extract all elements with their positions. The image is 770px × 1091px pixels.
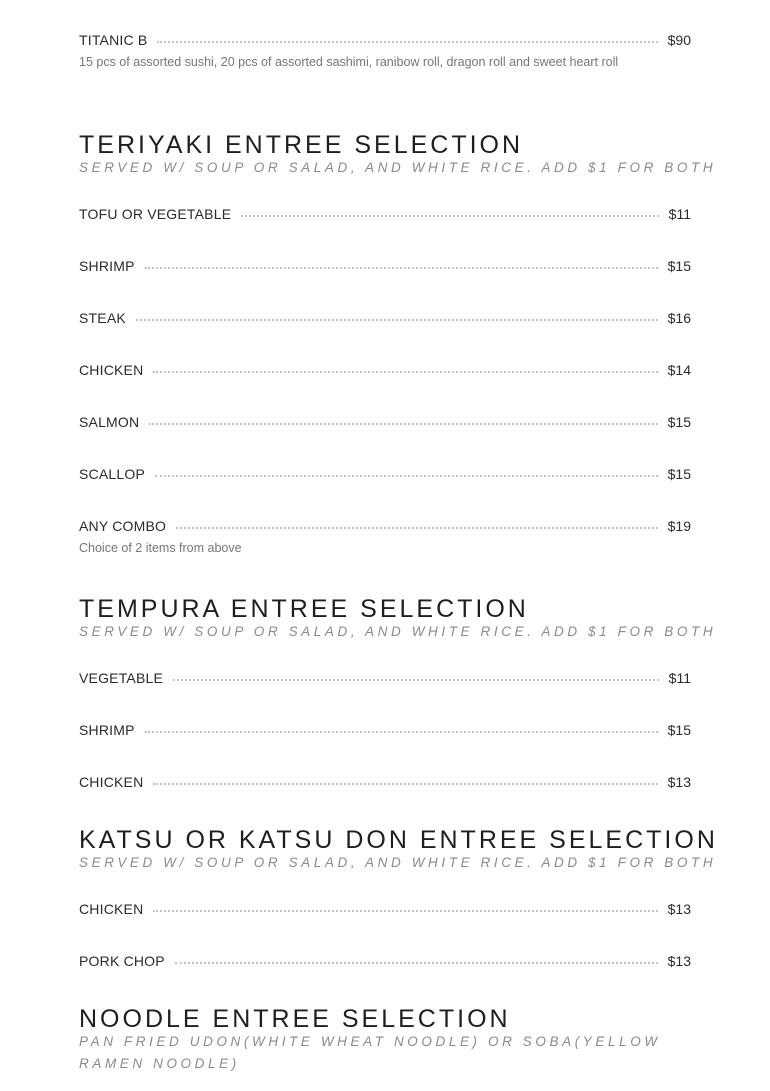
item-name: STEAK bbox=[79, 310, 126, 326]
item-price: $11 bbox=[668, 206, 691, 222]
item-name: SALMON bbox=[79, 414, 140, 430]
section-noodle bbox=[79, 1004, 679, 1075]
dot-leader bbox=[149, 423, 657, 425]
item-name: SCALLOP bbox=[79, 466, 145, 482]
dot-leader bbox=[157, 41, 657, 43]
item-description: 15 pcs of assorted sushi, 20 pcs of assorted sashimi, ranibow roll, dragon roll and sweet heart roll bbox=[79, 55, 619, 69]
dot-leader bbox=[153, 910, 657, 912]
menu-item-titanic-b bbox=[79, 30, 691, 73]
menu-item bbox=[79, 204, 691, 224]
section-subtitle: SERVED W/ SOUP OR SALAD, AND WHITE RICE. ADD $1 FOR BOTH bbox=[79, 855, 717, 870]
menu-item bbox=[79, 516, 691, 559]
dot-leader bbox=[153, 371, 657, 373]
item-name: SHRIMP bbox=[79, 722, 135, 738]
section-tempura bbox=[79, 594, 719, 643]
item-price: $14 bbox=[667, 362, 691, 378]
item-price: $15 bbox=[667, 258, 691, 274]
item-name: CHICKEN bbox=[79, 362, 144, 378]
item-price: $11 bbox=[668, 670, 691, 686]
section-subtitle: SERVED W/ SOUP OR SALAD, AND WHITE RICE. ADD $1 FOR BOTH bbox=[79, 160, 717, 175]
menu-item bbox=[79, 256, 691, 276]
item-price: $15 bbox=[667, 466, 691, 482]
section-subtitle: PAN FRIED UDON(WHITE WHEAT NOODLE) OR SOBA(YELLOW RAMEN NOODLE) bbox=[79, 1034, 661, 1071]
item-name: PORK CHOP bbox=[79, 953, 165, 969]
dot-leader bbox=[145, 267, 658, 269]
section-title: NOODLE ENTREE SELECTION bbox=[79, 1005, 511, 1033]
item-name: SHRIMP bbox=[79, 258, 135, 274]
item-price: $13 bbox=[667, 953, 691, 969]
dot-leader bbox=[153, 783, 657, 785]
section-teriyaki bbox=[79, 130, 719, 179]
item-name: VEGETABLE bbox=[79, 670, 164, 686]
menu-item bbox=[79, 412, 691, 432]
dot-leader bbox=[241, 215, 658, 217]
item-price: $90 bbox=[667, 32, 691, 48]
section-title: TEMPURA ENTREE SELECTION bbox=[79, 595, 529, 623]
item-name: TITANIC B bbox=[79, 32, 148, 48]
dot-leader bbox=[176, 527, 658, 529]
item-price: $16 bbox=[667, 310, 691, 326]
item-price: $15 bbox=[667, 414, 691, 430]
item-price: $13 bbox=[667, 901, 691, 917]
menu-item bbox=[79, 899, 691, 919]
item-name: TOFU OR VEGETABLE bbox=[79, 206, 232, 222]
dot-leader bbox=[175, 962, 658, 964]
item-name: CHICKEN bbox=[79, 774, 144, 790]
dot-leader bbox=[136, 319, 658, 321]
item-name: CHICKEN bbox=[79, 901, 144, 917]
menu-item bbox=[79, 308, 691, 328]
item-name: ANY COMBO bbox=[79, 518, 167, 534]
menu-item bbox=[79, 668, 691, 688]
item-description: Choice of 2 items from above bbox=[79, 541, 242, 555]
dot-leader bbox=[173, 679, 659, 681]
dot-leader bbox=[155, 475, 658, 477]
menu-item bbox=[79, 951, 691, 971]
section-title: TERIYAKI ENTREE SELECTION bbox=[79, 131, 524, 159]
section-title: KATSU OR KATSU DON ENTREE SELECTION bbox=[79, 826, 718, 854]
menu-item bbox=[79, 360, 691, 380]
section-subtitle: SERVED W/ SOUP OR SALAD, AND WHITE RICE. ADD $1 FOR BOTH bbox=[79, 624, 717, 639]
section-katsu bbox=[79, 825, 719, 874]
menu-item bbox=[79, 772, 691, 792]
menu-item bbox=[79, 720, 691, 740]
dot-leader bbox=[145, 731, 658, 733]
menu-item bbox=[79, 464, 691, 484]
item-price: $15 bbox=[667, 722, 691, 738]
item-price: $13 bbox=[667, 774, 691, 790]
item-price: $19 bbox=[667, 518, 691, 534]
